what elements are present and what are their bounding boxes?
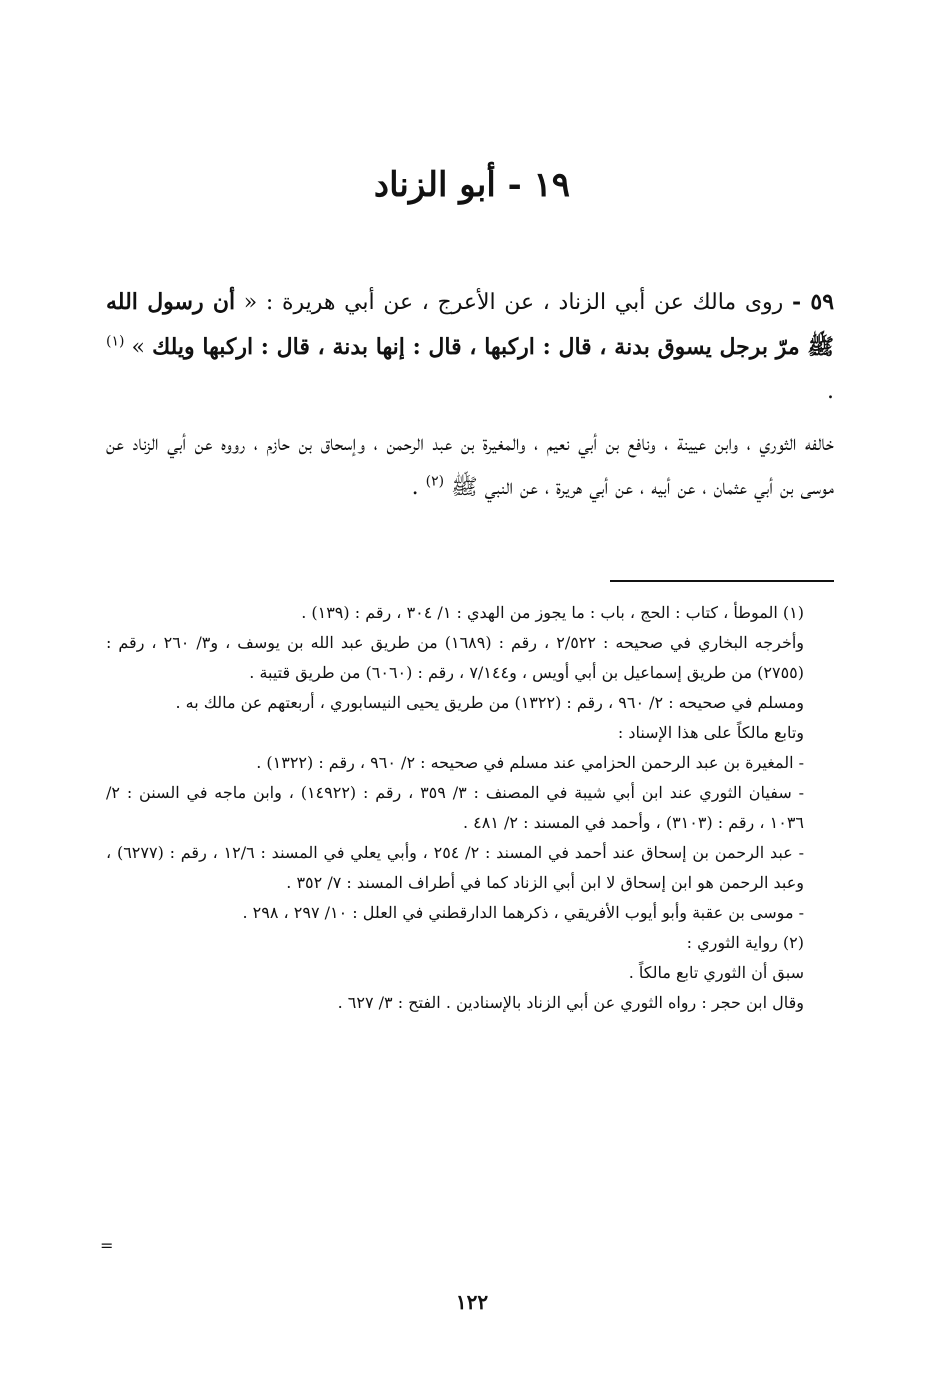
page-number: ١٢٢ xyxy=(455,1290,489,1314)
footnote-thawri: - سفيان الثوري عند ابن أبي شيبة في المصنف : ٣/ ٣٥٩ ، رقم : (١٤٩٢٢) ، وابن ماجه في السنن : ٢/ ١٠٣٦ ، رقم : (٣١٠٣) ، وأحمد في المسند : ٢/ ٤٨١ . xyxy=(106,783,805,832)
footnote-2-text: سبق أن الثوري تابع مالكاً . xyxy=(628,963,804,982)
footnote-followers-intro: وتابع مالكاً على هذا الإسناد : xyxy=(617,723,804,742)
hadith-matn: أن رسول الله ﷺ مرّ برجل يسوق بدنة ، قال : اركبها ، قال : إنها بدنة ، قال : اركبها ويلك xyxy=(106,289,835,360)
hadith-paragraph xyxy=(106,280,834,414)
footnote-bukhari: وأخرجه البخاري في صحيحه : ٢/٥٢٢ ، رقم : (١٦٨٩) من طريق عبد الله بن يوسف ، و٣/ ٢٦٠ ، رقم : (٢٧٥٥) من طريق إسماعيل بن أبي أويس ، و٧/١٤٤ ، رقم : (٦٠٦٠) من طريق قتيبة . xyxy=(106,633,805,682)
footnote-musa: - موسى بن عقبة وأبو أيوب الأفريقي ، ذكرهما الدارقطني في العلل : ١٠/ ٢٩٧ ، ٢٩٨ . xyxy=(242,903,804,922)
footnote-mughira: - المغيرة بن عبد الرحمن الحزامي عند مسلم في صحيحه : ٢/ ٩٦٠ ، رقم : (١٣٢٢) . xyxy=(256,753,804,772)
discussion-text: خالفه الثوري ، وابن عيينة ، ونافع بن أبي نعيم ، والمغيرة بن عبد الرحمن ، وإسحاق بن حازم ، رووه عن أبي الزناد عن موسى بن أبي عثمان ، عن أبيه ، عن أبي هريرة ، عن النبي ﷺ xyxy=(106,431,834,500)
hadith-end: . xyxy=(827,379,834,404)
footnote-1: (١) الموطأ ، كتاب : الحج ، باب : ما يجوز من الهدي : ١/ ٣٠٤ ، رقم : (١٣٩) . xyxy=(301,603,804,622)
hadith-isnad: روى مالك عن أبي الزناد ، عن الأعرج ، عن أبي هريرة : « xyxy=(235,290,792,315)
continuation-mark: = xyxy=(100,1236,114,1255)
footnotes xyxy=(106,598,834,1018)
footnote-ibn-hajar: وقال ابن حجر : رواه الثوري عن أبي الزناد بالإسنادين . الفتح : ٣/ ٦٢٧ . xyxy=(337,993,804,1012)
discussion-end: . xyxy=(411,475,426,500)
hadith-number: ٥٩ - xyxy=(791,289,835,315)
footnote-muslim: ومسلم في صحيحه : ٢/ ٩٦٠ ، رقم : (١٣٢٢) من طريق يحيى النيسابوري ، أربعتهم عن مالك به . xyxy=(175,693,804,712)
chapter-title: ١٩ - أبو الزناد xyxy=(373,165,571,205)
footnote-ref-1: (١) xyxy=(106,333,125,350)
footnote-2: (٢) رواية الثوري : xyxy=(686,933,804,952)
footnote-separator xyxy=(610,580,834,582)
discussion-paragraph xyxy=(106,422,834,510)
hadith-close-quote: » xyxy=(124,335,153,360)
footnote-ref-2: (٢) xyxy=(425,473,445,490)
footnote-abdulrahman: - عبد الرحمن بن إسحاق عند أحمد في المسند : ٢/ ٢٥٤ ، وأبي يعلي في المسند : ١٢/٦ ، رقم : (٦٢٧٧) ، وعبد الرحمن هو ابن إسحاق لا ابن أبي الزناد كما في أطراف المسند : ٧/ ٣٥٢ . xyxy=(106,843,804,892)
